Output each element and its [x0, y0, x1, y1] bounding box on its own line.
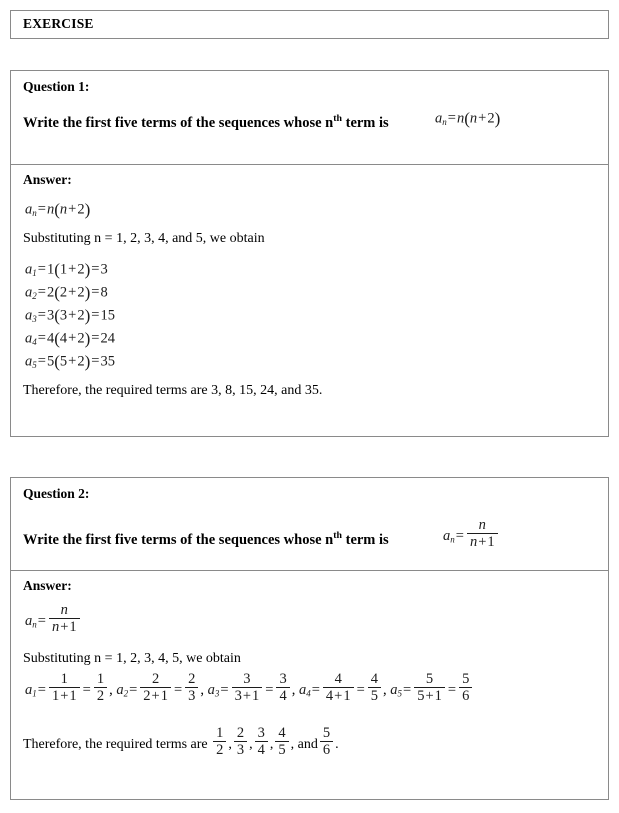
- question-2-conclusion-fraction-4: $\frac{4}{5}$: [273, 728, 290, 761]
- question-2-prompt: [23, 530, 389, 549]
- question-1-divider: [11, 164, 608, 165]
- exercise-header-box: [10, 10, 609, 39]
- question-1-restated-formula: $a_n=n(n+2)$: [25, 200, 91, 219]
- question-2-step-1: $a_1=$ $\frac{1}{1+1}$ = $\frac{1}{2}$: [25, 674, 109, 707]
- question-2-step-3: $a_3=$ $\frac{3}{3+1}$ = $\frac{3}{4}$: [208, 674, 292, 707]
- question-1-prompt-prefix: Write the first five terms of the sequences whose n: [23, 114, 334, 131]
- question-1-substituting-text: Substituting n = 1, 2, 3, 4, and 5, we obtain: [23, 231, 265, 246]
- question-2-substituting-text: Substituting n = 1, 2, 3, 4, 5, we obtain: [23, 651, 241, 666]
- question-1-answer-heading: Answer:: [23, 172, 72, 187]
- question-2-prompt-suffix: term is: [341, 531, 389, 548]
- question-1-box: [10, 70, 609, 437]
- question-2-box: [10, 477, 609, 800]
- question-2-step-5: $a_5=$ $\frac{5}{5+1}$ = $\frac{5}{6}$: [390, 674, 474, 707]
- question-2-step-2: $a_2=$ $\frac{2}{2+1}$ = $\frac{2}{3}$: [116, 674, 200, 707]
- question-1-step-5: $a_5=5(5+2)=35$: [25, 352, 115, 371]
- question-1-conclusion: Therefore, the required terms are 3, 8, 15, 24, and 35.: [23, 383, 323, 398]
- question-2-conclusion-fraction-2: $\frac{2}{3}$: [232, 728, 249, 761]
- question-2-conclusion-fraction-1: $\frac{1}{2}$: [211, 728, 228, 761]
- question-1-step-3: $a_3=3(3+2)=15$: [25, 306, 115, 325]
- question-1-prompt: [23, 113, 389, 132]
- question-1-formula-math: $a_n=n(n+2)$: [435, 109, 501, 128]
- question-2-conclusion-fraction-3: $\frac{3}{4}$: [253, 728, 270, 761]
- question-1-step-4: $a_4=4(4+2)=24$: [25, 329, 115, 348]
- question-1-heading: Question 1:: [23, 79, 90, 94]
- question-2-steps-row: $a_1=$ $\frac{1}{1+1}$ = $\frac{1}{2}$ , $a_2=$ $\frac{2}{2+1}$ = $\frac{2}{3}$ , $a_3=$ $\frac{3}{3+1}$ = $\frac{3}{4}$ , $a_4=$ $\frac{4}{4+1}$ = $\frac{4}{5}$ , $a_5=$ $\frac{5}{5+1}$ = $\frac{5}{6}$: [25, 674, 474, 707]
- question-2-conclusion-and: and: [297, 736, 318, 752]
- question-2-formula-math: $a_n=$ $\frac{n}{n+1}$: [443, 520, 500, 553]
- exercise-title: EXERCISE: [23, 16, 94, 31]
- question-2-answer-heading: Answer:: [23, 578, 72, 593]
- question-2-prompt-superscript: th: [333, 530, 342, 541]
- question-2-conclusion-lead: Therefore, the required terms are: [23, 736, 208, 752]
- question-2-conclusion-period: .: [335, 736, 339, 752]
- question-2-prompt-prefix: Write the first five terms of the sequences whose n: [23, 531, 334, 548]
- question-2-step-4: $a_4=$ $\frac{4}{4+1}$ = $\frac{4}{5}$: [299, 674, 383, 707]
- question-1-prompt-suffix: term is: [341, 114, 389, 131]
- question-1-step-1: $a_1=1(1+2)=3$: [25, 260, 108, 279]
- question-2-formula: [443, 516, 500, 553]
- question-2-heading: Question 2:: [23, 486, 90, 501]
- question-2-divider: [11, 570, 608, 571]
- question-1-formula: [435, 109, 500, 129]
- question-1-prompt-superscript: th: [333, 113, 342, 124]
- question-2-conclusion-fraction-5: $\frac{5}{6}$: [318, 728, 335, 761]
- question-2-restated-formula: $a_n=$ $\frac{n}{n+1}$: [25, 605, 82, 638]
- question-2-conclusion: Therefore, the required terms are $\frac{1}{2}$ , $\frac{2}{3}$ , $\frac{3}{4}$ , $\frac{4}{5}$ , and $\frac{5}{6}$ .: [23, 728, 339, 761]
- question-1-step-2: $a_2=2(2+2)=8$: [25, 283, 108, 302]
